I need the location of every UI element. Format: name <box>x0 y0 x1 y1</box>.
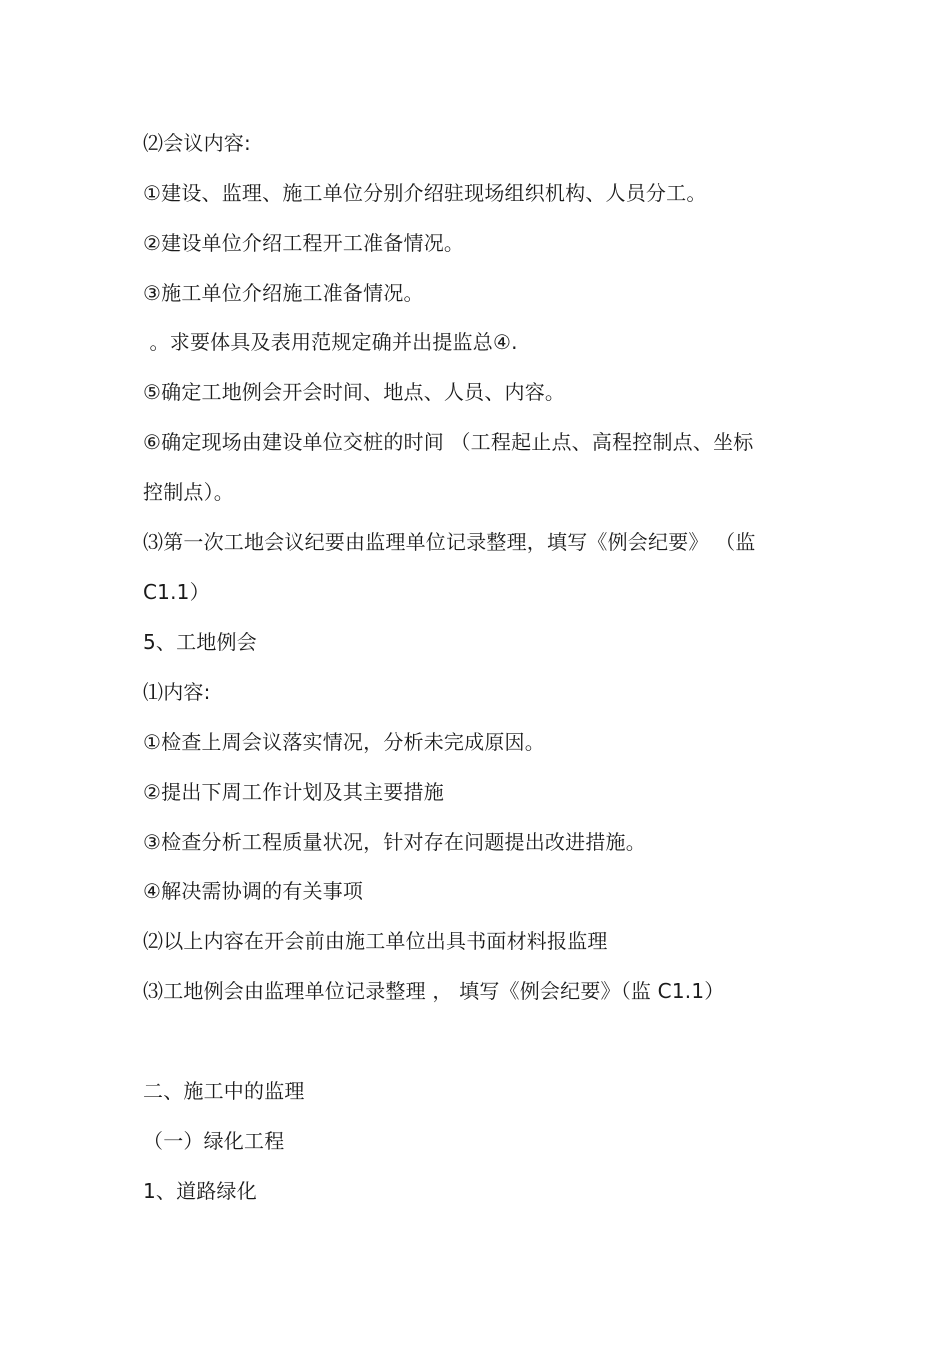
paragraph: ⑶第一次工地会议纪要由监理单位记录整理，填写《例会纪要》 （监 <box>143 530 756 554</box>
list-item: ④解决需协调的有关事项 <box>143 879 364 903</box>
subsection-heading-road-greening: 1、道路绿化 <box>143 1179 257 1203</box>
paragraph: ⑵以上内容在开会前由施工单位出具书面材料报监理 <box>143 929 608 953</box>
list-item: ③检查分析工程质量状况，针对存在问题提出改进措施。 <box>143 830 646 854</box>
list-item: ①建设、监理、施工单位分别介绍驻现场组织机构、人员分工。 <box>143 181 707 205</box>
chapter-heading: 二、施工中的监理 <box>143 1079 305 1103</box>
list-item: 。求要体具及表用范规定确并出提监总④. <box>143 330 518 354</box>
section-heading-greening: （一）绿化工程 <box>143 1129 285 1153</box>
section-heading-site-meeting: 5、工地例会 <box>143 630 257 654</box>
subsection-heading: ⑴内容: <box>143 680 211 704</box>
paragraph-continuation: C1.1） <box>143 580 210 604</box>
paragraph: ⑶工地例会由监理单位记录整理 ， 填写《例会纪要》（监 C1.1） <box>143 979 725 1003</box>
list-item: ①检查上周会议落实情况，分析未完成原因。 <box>143 730 545 754</box>
list-item: ⑥确定现场由建设单位交桩的时间 （工程起止点、高程控制点、坐标 <box>143 430 754 454</box>
section-heading-meeting-content: ⑵会议内容: <box>143 131 251 155</box>
list-item-continuation: 控制点）。 <box>143 480 234 504</box>
list-item: ③施工单位介绍施工准备情况。 <box>143 281 424 305</box>
list-item: ②建设单位介绍工程开工准备情况。 <box>143 231 465 255</box>
list-item: ⑤确定工地例会开会时间、地点、人员、内容。 <box>143 380 566 404</box>
list-item: ②提出下周工作计划及其主要措施 <box>143 780 444 804</box>
